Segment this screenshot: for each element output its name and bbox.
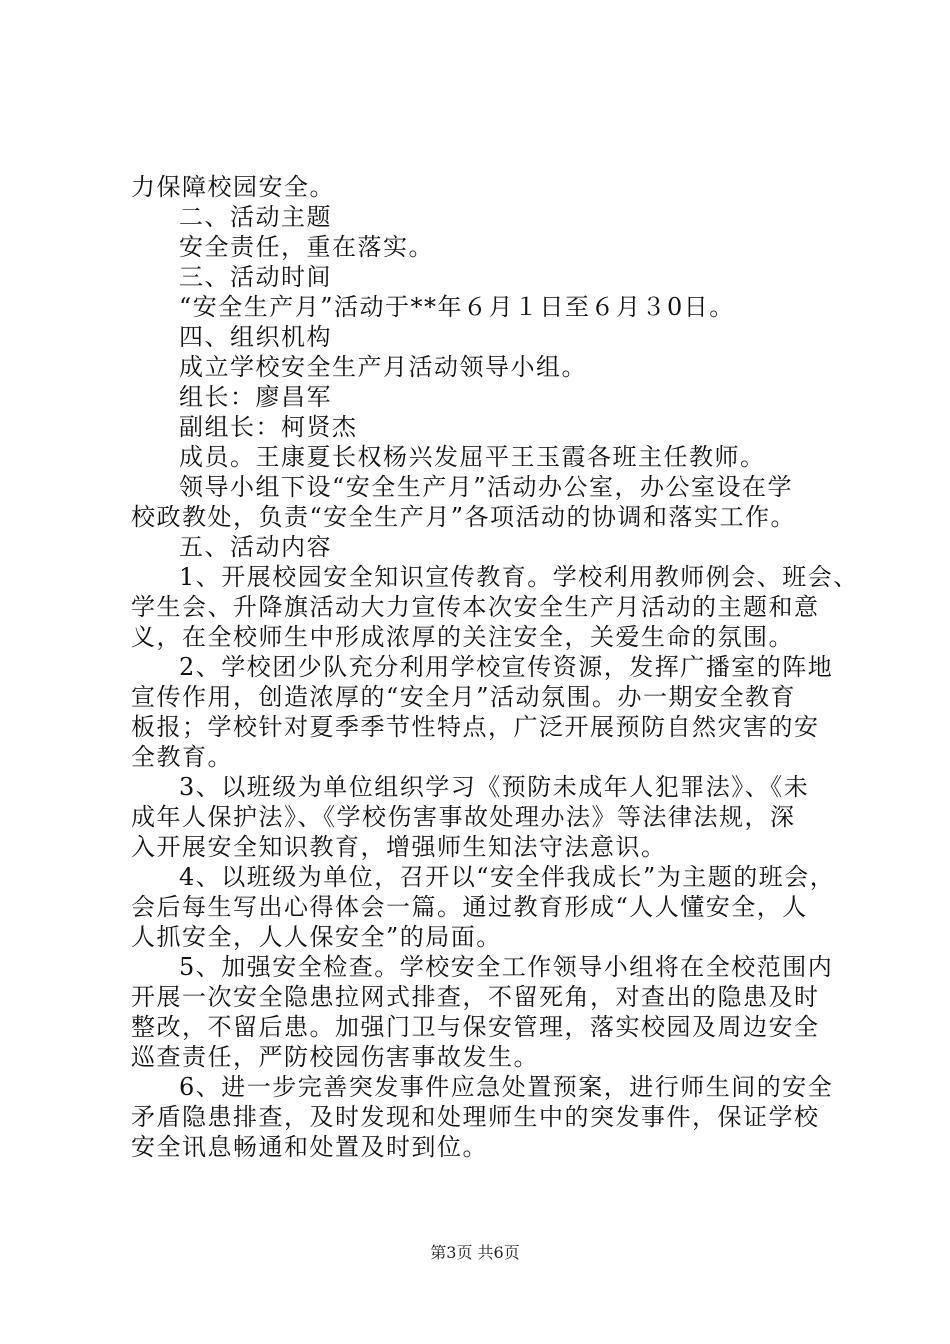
text-line: 安全责任，重在落实。 — [179, 233, 434, 261]
text-line: 力保障校园安全。 — [131, 173, 335, 201]
text-line: “安全生产月”活动于**年６月１日至６月３0日。 — [179, 293, 735, 321]
text-line: 四、组织机构 — [179, 323, 332, 351]
text-line: 4、以班级为单位，召开以“安全伴我成长”为主题的班会， — [179, 863, 836, 891]
text-line: 人抓安全，人人保安全”的局面。 — [131, 923, 502, 951]
text-line: 领导小组下设“安全生产月”活动办公室，办公室设在学 — [179, 473, 794, 501]
text-line: 副组长：柯贤杰 — [179, 413, 358, 441]
text-line: 安全讯息畅通和处置及时到位。 — [131, 1133, 488, 1161]
text-line: 矛盾隐患排查，及时发现和处理师生中的突发事件，保证学校 — [131, 1103, 820, 1131]
page-number-footer: 第3页 共6页 — [430, 1243, 520, 1262]
text-line: 1、开展校园安全知识宣传教育。学校利用教师例会、班会、 — [179, 563, 859, 591]
text-line: 二、活动主题 — [179, 203, 332, 231]
text-line: 3、以班级为单位组织学习《预防未成年人犯罪法》、《未 — [179, 773, 810, 801]
text-line: 6、进一步完善突发事件应急处置预案，进行师生间的安全 — [179, 1073, 834, 1101]
text-line: 成年人保护法》、《学校伤害事故处理办法》等法律法规，深 — [131, 803, 796, 831]
text-line: 整改，不留后患。加强门卫与保安管理，落实校园及周边安全 — [131, 1013, 820, 1041]
text-line: 板报；学校针对夏季季节性特点，广泛开展预防自然灾害的安 — [131, 713, 820, 741]
text-line: 成员。王康夏长权杨兴发屈平王玉霞各班主任教师。 — [179, 443, 766, 471]
text-line: 会后每生写出心得体会一篇。通过教育形成“人人懂安全，人 — [131, 893, 808, 921]
text-line: 成立学校安全生产月活动领导小组。 — [179, 353, 587, 381]
text-line: 全教育。 — [131, 743, 233, 771]
text-line: 2、学校团少队充分利用学校宣传资源，发挥广播室的阵地 — [179, 653, 834, 681]
text-line: 五、活动内容 — [179, 533, 332, 561]
text-line: 入开展安全知识教育，增强师生知法守法意识。 — [131, 833, 667, 861]
text-line: 组长：廖昌军 — [179, 383, 332, 411]
text-line: 5、加强安全检查。学校安全工作领导小组将在全校范围内 — [179, 953, 834, 981]
text-line: 义，在全校师生中形成浓厚的关注安全，关爱生命的氛围。 — [131, 623, 794, 651]
text-line: 开展一次安全隐患拉网式排查，不留死角，对查出的隐患及时 — [131, 983, 820, 1011]
text-line: 学生会、升降旗活动大力宣传本次安全生产月活动的主题和意 — [131, 593, 820, 621]
text-line: 巡查责任，严防校园伤害事故发生。 — [131, 1043, 539, 1071]
text-line: 校政教处，负责“安全生产月”各项活动的协调和落实工作。 — [131, 503, 797, 531]
document-body — [131, 172, 859, 1162]
text-line: 三、活动时间 — [179, 263, 332, 291]
text-line: 宣传作用，创造浓厚的“安全月”活动氛围。办一期安全教育 — [131, 683, 797, 711]
